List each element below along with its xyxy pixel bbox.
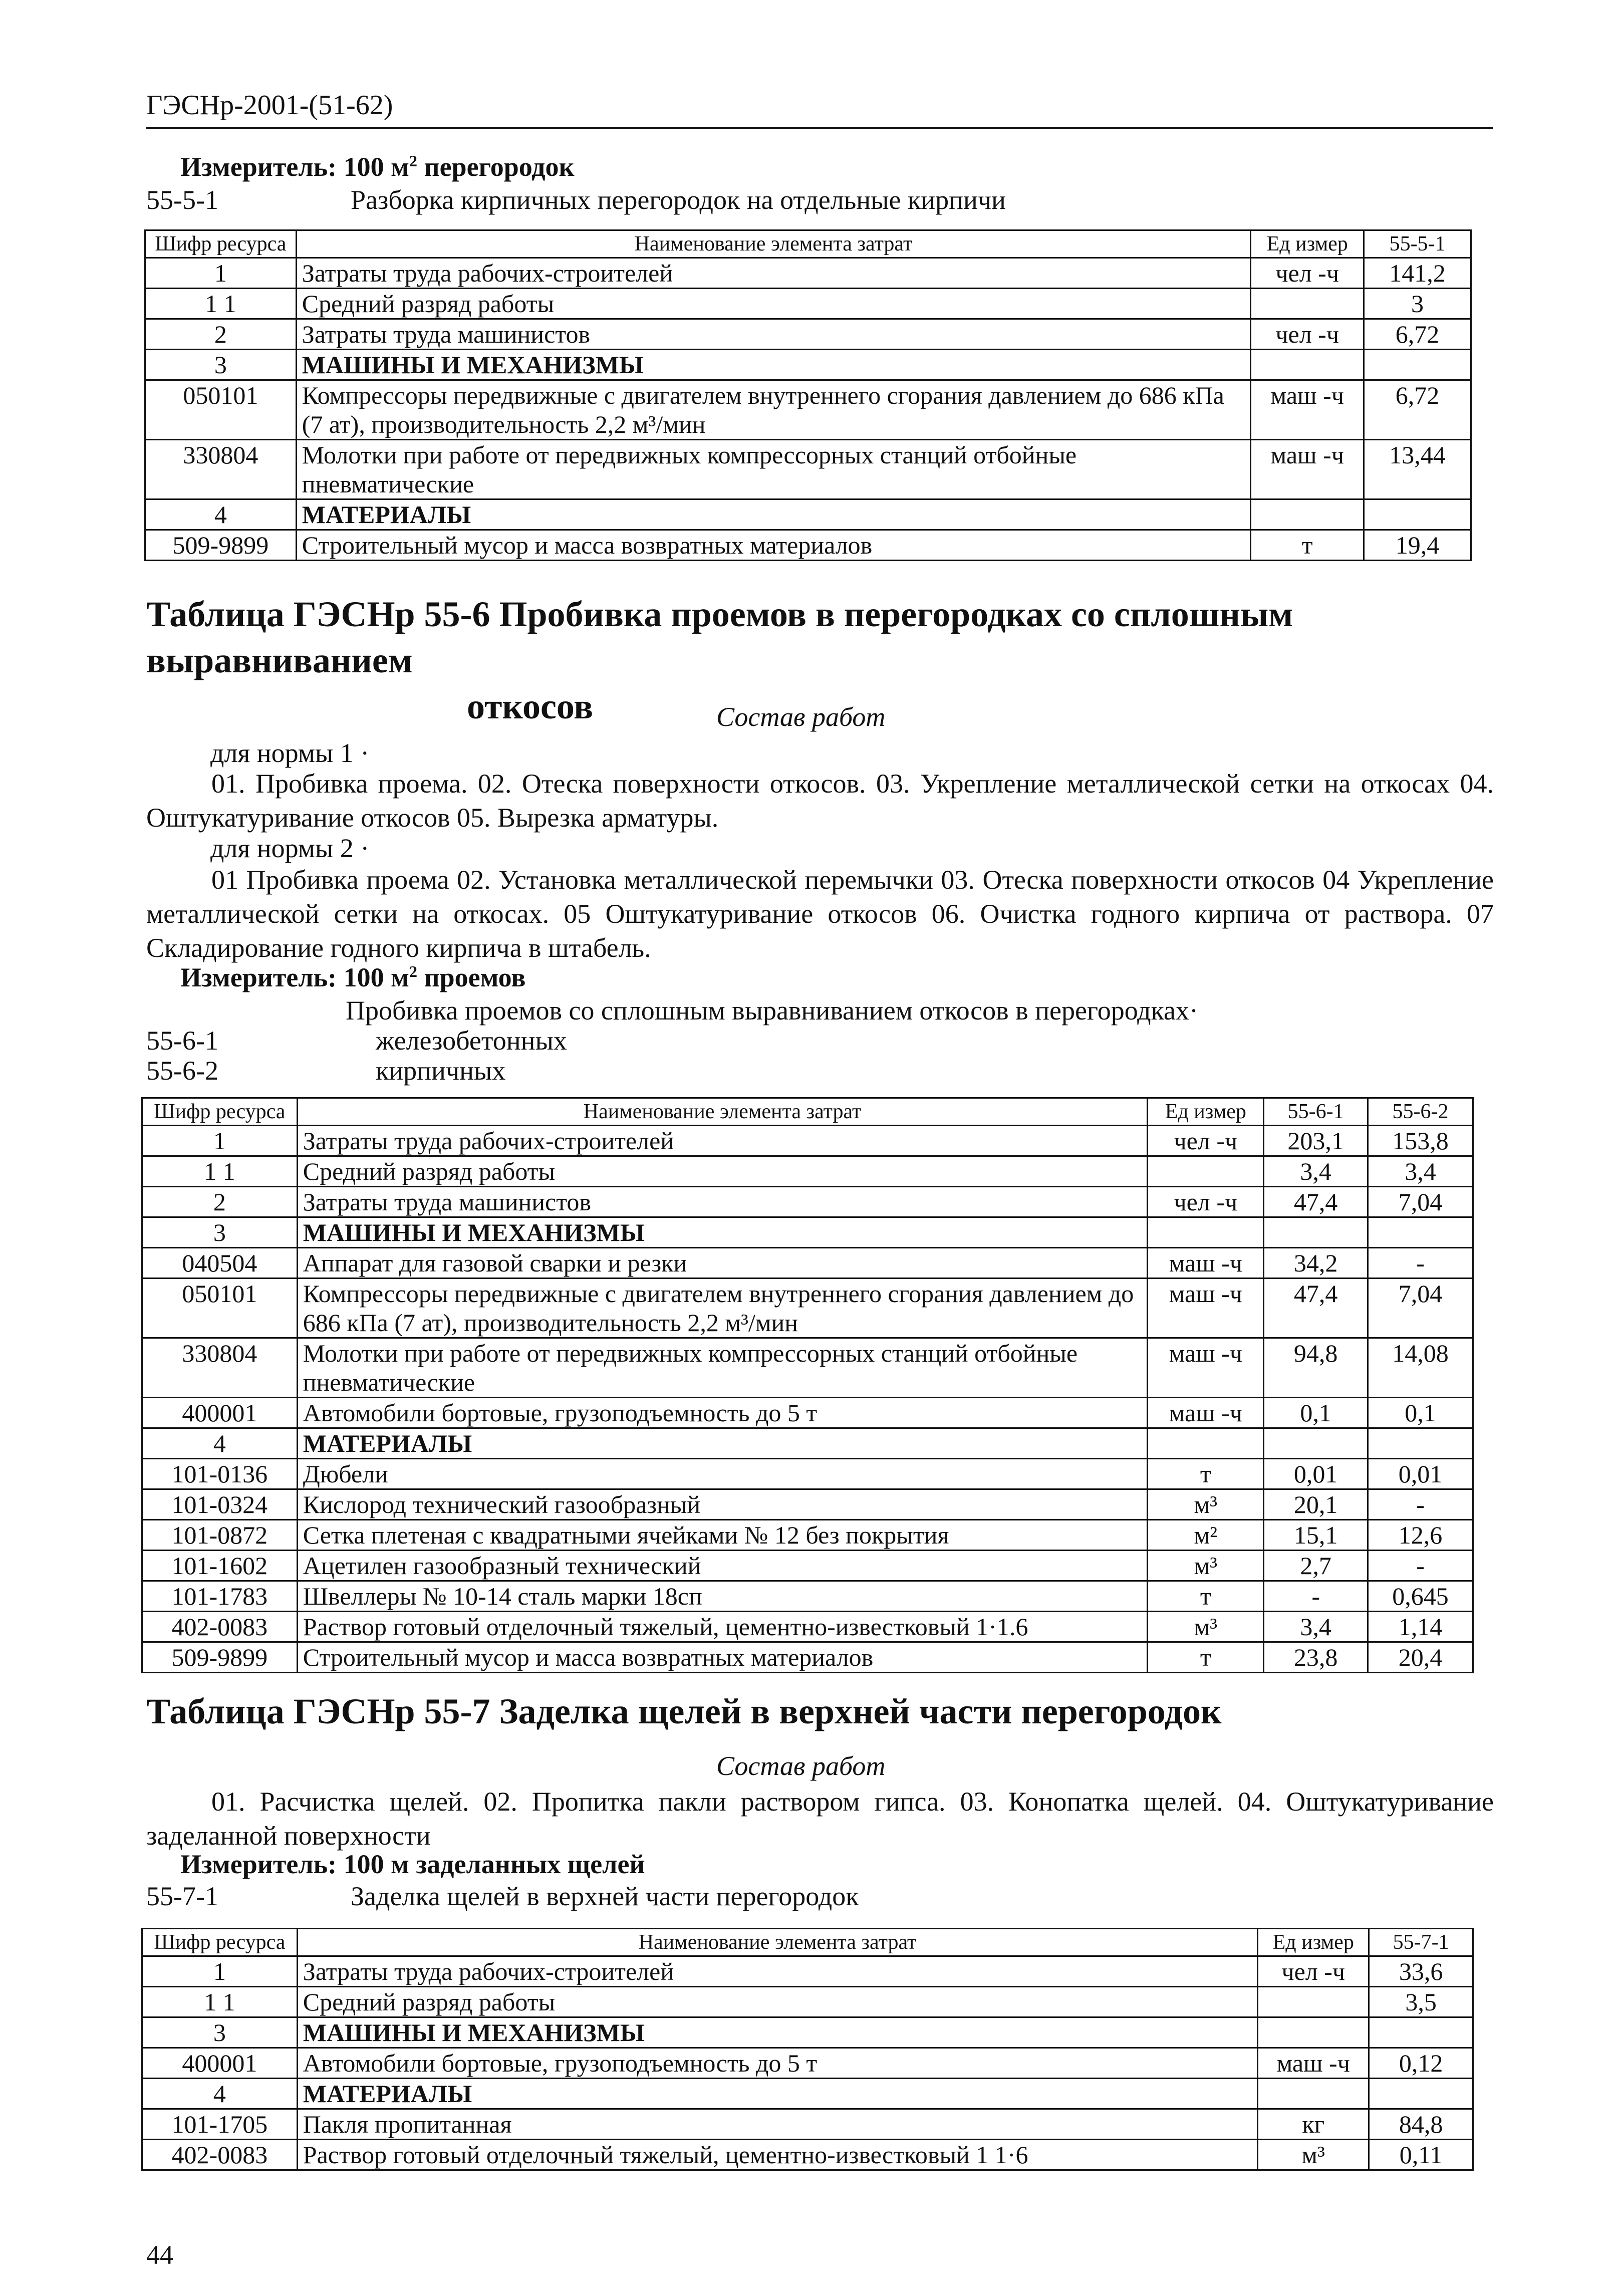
- measure-line-55-6: [180, 962, 525, 993]
- measure-unit: перегородок: [417, 152, 575, 182]
- resource-code-cell: 4: [142, 1428, 298, 1459]
- resource-code-cell: 1: [145, 258, 297, 289]
- resource-name-cell: Средний разряд работы: [297, 1156, 1148, 1187]
- resource-code-cell: 1: [142, 1126, 298, 1156]
- resource-name-cell: Аппарат для газовой сварки и резки: [297, 1248, 1148, 1279]
- value-cell: 203,1: [1264, 1126, 1368, 1156]
- column-header: Шифр ресурса: [142, 1098, 298, 1126]
- composition-heading: Состав работ: [716, 702, 886, 732]
- unit-cell: м²: [1148, 1520, 1264, 1551]
- table-row: [142, 1279, 1473, 1338]
- unit-cell: м³: [1148, 1612, 1264, 1642]
- composition-text: 01. Расчистка щелей. 02. Пропитка пакли раствором гипса. 03. Конопатка щелей. 04. Оштукатуривание заделанной поверхности: [146, 1787, 1494, 1851]
- column-header: Шифр ресурса: [142, 1929, 298, 1956]
- unit-cell: маш -ч: [1148, 1398, 1264, 1428]
- measure-sup: 2: [409, 962, 417, 980]
- value-cell: 153,8: [1368, 1126, 1473, 1156]
- resource-name-cell: Затраты труда рабочих-строителей: [297, 1956, 1258, 1987]
- value-cell: 47,4: [1264, 1279, 1368, 1338]
- table-row: [142, 2140, 1473, 2170]
- value-cell: 1,14: [1368, 1612, 1473, 1642]
- value-cell: 7,04: [1368, 1187, 1473, 1217]
- table-row: [145, 440, 1471, 499]
- measure-unit: проемов: [417, 962, 526, 992]
- table-row: [145, 380, 1471, 440]
- table-row: [142, 1338, 1473, 1398]
- table-header-row: [142, 1929, 1473, 1956]
- value-cell: 13,44: [1364, 440, 1471, 499]
- resource-code-cell: 402-0083: [142, 2140, 298, 2170]
- unit-cell: [1251, 499, 1364, 530]
- resource-name-cell: Затраты труда рабочих-строителей: [296, 258, 1251, 289]
- resource-name-cell: Автомобили бортовые, грузоподъемность до 5 т: [297, 1398, 1148, 1428]
- resource-code-cell: 3: [142, 1217, 298, 1248]
- unit-cell: [1251, 350, 1364, 380]
- measure-value: 100 м: [343, 152, 409, 182]
- measure-label: Измеритель:: [180, 962, 337, 992]
- resource-name-cell: Затраты труда машинистов: [297, 1187, 1148, 1217]
- table-row: [142, 1489, 1473, 1520]
- table-row: [145, 499, 1471, 530]
- resource-name-cell: Раствор готовый отделочный тяжелый, цементно-известковый 1 1·6: [297, 2140, 1258, 2170]
- unit-cell: чел -ч: [1148, 1126, 1264, 1156]
- table-row: [145, 319, 1471, 350]
- resource-code-cell: 101-0324: [142, 1489, 298, 1520]
- value-cell: [1264, 1217, 1368, 1248]
- norm1-label: для нормы 1 ·: [210, 738, 370, 768]
- value-cell: [1369, 2079, 1473, 2109]
- resource-name-cell: МАТЕРИАЛЫ: [296, 499, 1251, 530]
- resource-name-cell: Компрессоры передвижные с двигателем внутреннего сгорания давлением до 686 кПа (7 ат), производительность 2,2 м³/мин: [297, 1279, 1148, 1338]
- value-cell: 19,4: [1364, 530, 1471, 561]
- unit-cell: [1258, 2017, 1369, 2048]
- norm-code: 55-7-1: [146, 1881, 218, 1911]
- norm-intro: Пробивка проемов со сплошным выравниванием откосов в перегородках·: [346, 995, 1199, 1026]
- norm-code: 55-5-1: [146, 185, 218, 215]
- resource-code-cell: 1: [142, 1956, 298, 1987]
- table-row: [142, 2109, 1473, 2140]
- table-row: [142, 2048, 1473, 2079]
- unit-cell: маш -ч: [1258, 2048, 1369, 2079]
- table-header-row: [142, 1098, 1473, 1126]
- resource-code-cell: 101-0136: [142, 1459, 298, 1489]
- resource-code-cell: 101-1602: [142, 1551, 298, 1581]
- value-cell: 14,08: [1368, 1338, 1473, 1398]
- measure-label: Измеритель:: [180, 1849, 337, 1879]
- value-cell: 12,6: [1368, 1520, 1473, 1551]
- resource-code-cell: 3: [142, 2017, 298, 2048]
- resource-name-cell: Молотки при работе от передвижных компрессорных станций отбойные пневматические: [297, 1338, 1148, 1398]
- value-cell: 0,11: [1369, 2140, 1473, 2170]
- resource-code-cell: 4: [145, 499, 297, 530]
- table-row: [142, 1987, 1473, 2017]
- resource-table-55-5: [144, 229, 1472, 561]
- value-cell: [1368, 1217, 1473, 1248]
- norm-code: 55-6-1: [146, 1026, 218, 1056]
- norm2-label: для нормы 2 ·: [210, 833, 370, 863]
- header-divider: [146, 127, 1493, 129]
- value-cell: [1368, 1428, 1473, 1459]
- table-row: [142, 1156, 1473, 1187]
- resource-name-cell: Строительный мусор и масса возвратных материалов: [296, 530, 1251, 561]
- resource-code-cell: 1 1: [145, 289, 297, 319]
- norm1-text: 01. Пробивка проема. 02. Отеска поверхности откосов. 03. Укрепление металлической сетки на откосах 04. Оштукатуривание откосов 05. Вырезка арматуры.: [146, 769, 1494, 833]
- measure-value: 100 м заделанных щелей: [343, 1849, 645, 1879]
- value-cell: 6,72: [1364, 380, 1471, 440]
- table-row: [142, 1642, 1473, 1673]
- resource-code-cell: 400001: [142, 1398, 298, 1428]
- table-title-line: Таблица ГЭСНр 55-6 Пробивка проемов в перегородках со сплошным выравниванием: [146, 594, 1293, 680]
- column-header: 55-6-1: [1264, 1098, 1368, 1126]
- resource-code-cell: 330804: [142, 1338, 298, 1398]
- unit-cell: чел -ч: [1148, 1187, 1264, 1217]
- unit-cell: чел -ч: [1258, 1956, 1369, 1987]
- value-cell: 0,1: [1368, 1398, 1473, 1428]
- value-cell: 0,12: [1369, 2048, 1473, 2079]
- column-header: Ед измер: [1251, 230, 1364, 258]
- value-cell: 3: [1364, 289, 1471, 319]
- resource-table-55-6: [141, 1097, 1474, 1673]
- resource-name-cell: Строительный мусор и масса возвратных материалов: [297, 1642, 1148, 1673]
- resource-code-cell: 2: [142, 1187, 298, 1217]
- measure-value: 100 м: [343, 962, 409, 992]
- table-row: [142, 1398, 1473, 1428]
- column-header: 55-7-1: [1369, 1929, 1473, 1956]
- table-row: [142, 1187, 1473, 1217]
- value-cell: -: [1368, 1551, 1473, 1581]
- unit-cell: чел -ч: [1251, 319, 1364, 350]
- table-row: [142, 1956, 1473, 1987]
- value-cell: 3,4: [1368, 1156, 1473, 1187]
- resource-name-cell: МАТЕРИАЛЫ: [297, 1428, 1148, 1459]
- resource-name-cell: Затраты труда рабочих-строителей: [297, 1126, 1148, 1156]
- value-cell: [1364, 499, 1471, 530]
- table-row: [142, 1428, 1473, 1459]
- value-cell: 141,2: [1364, 258, 1471, 289]
- unit-cell: маш -ч: [1251, 380, 1364, 440]
- column-header: Наименование элемента затрат: [297, 1929, 1258, 1956]
- unit-cell: т: [1148, 1642, 1264, 1673]
- column-header: Ед измер: [1148, 1098, 1264, 1126]
- norm-code-label: кирпичных: [376, 1056, 506, 1086]
- resource-code-cell: 101-1783: [142, 1581, 298, 1612]
- table-row: [145, 258, 1471, 289]
- norm-code-label: железобетонных: [376, 1026, 567, 1056]
- table-row: [142, 1520, 1473, 1551]
- value-cell: 23,8: [1264, 1642, 1368, 1673]
- norm-code: 55-6-2: [146, 1056, 218, 1086]
- resource-name-cell: Пакля пропитанная: [297, 2109, 1258, 2140]
- resource-code-cell: 101-1705: [142, 2109, 298, 2140]
- value-cell: 47,4: [1264, 1187, 1368, 1217]
- value-cell: 3,5: [1369, 1987, 1473, 2017]
- value-cell: 0,645: [1368, 1581, 1473, 1612]
- table-title-55-7: Таблица ГЭСНр 55-7 Заделка щелей в верхней части перегородок: [146, 1691, 1222, 1731]
- resource-name-cell: Сетка плетеная с квадратными ячейками № 12 без покрытия: [297, 1520, 1148, 1551]
- unit-cell: чел -ч: [1251, 258, 1364, 289]
- value-cell: 0,01: [1368, 1459, 1473, 1489]
- measure-label: Измеритель:: [180, 152, 337, 182]
- resource-code-cell: 402-0083: [142, 1612, 298, 1642]
- unit-cell: т: [1251, 530, 1364, 561]
- resource-code-cell: 050101: [145, 380, 297, 440]
- unit-cell: маш -ч: [1148, 1279, 1264, 1338]
- measure-line-55-5: [180, 151, 575, 182]
- table-row: [142, 1459, 1473, 1489]
- resource-name-cell: МАШИНЫ И МЕХАНИЗМЫ: [297, 1217, 1148, 1248]
- resource-name-cell: Компрессоры передвижные с двигателем внутреннего сгорания давлением до 686 кПа (7 ат), производительность 2,2 м³/мин: [296, 380, 1251, 440]
- unit-cell: [1251, 289, 1364, 319]
- value-cell: 15,1: [1264, 1520, 1368, 1551]
- resource-code-cell: 101-0872: [142, 1520, 298, 1551]
- resource-code-cell: 3: [145, 350, 297, 380]
- table-row: [142, 1581, 1473, 1612]
- table-row: [142, 1217, 1473, 1248]
- column-header: 55-6-2: [1368, 1098, 1473, 1126]
- unit-cell: м³: [1148, 1551, 1264, 1581]
- resource-code-cell: 1 1: [142, 1987, 298, 2017]
- resource-name-cell: Раствор готовый отделочный тяжелый, цементно-известковый 1·1.6: [297, 1612, 1148, 1642]
- value-cell: [1264, 1428, 1368, 1459]
- resource-code-cell: 2: [145, 319, 297, 350]
- measure-line-55-7: [180, 1849, 645, 1880]
- measure-sup: 2: [409, 152, 417, 170]
- resource-name-cell: Ацетилен газообразный технический: [297, 1551, 1148, 1581]
- resource-name-cell: МАШИНЫ И МЕХАНИЗМЫ: [296, 350, 1251, 380]
- resource-name-cell: Кислород технический газообразный: [297, 1489, 1148, 1520]
- unit-cell: [1258, 1987, 1369, 2017]
- resource-code-cell: 040504: [142, 1248, 298, 1279]
- unit-cell: [1148, 1156, 1264, 1187]
- document-header: ГЭСНр-2001-(51-62): [146, 90, 393, 121]
- table-row: [142, 1612, 1473, 1642]
- resource-name-cell: Дюбели: [297, 1459, 1148, 1489]
- unit-cell: маш -ч: [1148, 1248, 1264, 1279]
- value-cell: 6,72: [1364, 319, 1471, 350]
- resource-name-cell: МАТЕРИАЛЫ: [297, 2079, 1258, 2109]
- table-row: [145, 350, 1471, 380]
- resource-code-cell: 509-9899: [142, 1642, 298, 1673]
- value-cell: 20,4: [1368, 1642, 1473, 1673]
- resource-code-cell: 400001: [142, 2048, 298, 2079]
- resource-name-cell: Средний разряд работы: [297, 1987, 1258, 2017]
- table-header-row: [145, 230, 1471, 258]
- value-cell: [1369, 2017, 1473, 2048]
- resource-code-cell: 4: [142, 2079, 298, 2109]
- resource-name-cell: Автомобили бортовые, грузоподъемность до 5 т: [297, 2048, 1258, 2079]
- unit-cell: т: [1148, 1459, 1264, 1489]
- value-cell: 3,4: [1264, 1156, 1368, 1187]
- column-header: Ед измер: [1258, 1929, 1369, 1956]
- table-row: [142, 1126, 1473, 1156]
- column-header: Шифр ресурса: [145, 230, 297, 258]
- composition-heading: Состав работ: [716, 1751, 886, 1781]
- value-cell: 2,7: [1264, 1551, 1368, 1581]
- value-cell: 0,01: [1264, 1459, 1368, 1489]
- table-row: [142, 2079, 1473, 2109]
- value-cell: 3,4: [1264, 1612, 1368, 1642]
- table-row: [145, 530, 1471, 561]
- page-number: 44: [146, 2240, 173, 2270]
- value-cell: [1364, 350, 1471, 380]
- value-cell: -: [1368, 1489, 1473, 1520]
- value-cell: 7,04: [1368, 1279, 1473, 1338]
- resource-name-cell: МАШИНЫ И МЕХАНИЗМЫ: [297, 2017, 1258, 2048]
- resource-name-cell: Молотки при работе от передвижных компрессорных станций отбойные пневматические: [296, 440, 1251, 499]
- table-row: [142, 1551, 1473, 1581]
- value-cell: -: [1368, 1248, 1473, 1279]
- resource-table-55-7: [141, 1928, 1474, 2171]
- value-cell: 34,2: [1264, 1248, 1368, 1279]
- resource-code-cell: 509-9899: [145, 530, 297, 561]
- value-cell: 0,1: [1264, 1398, 1368, 1428]
- table-row: [142, 1248, 1473, 1279]
- value-cell: 20,1: [1264, 1489, 1368, 1520]
- table-title-line: откосов: [467, 686, 593, 726]
- column-header: Наименование элемента затрат: [296, 230, 1251, 258]
- table-row: [145, 289, 1471, 319]
- resource-code-cell: 330804: [145, 440, 297, 499]
- resource-code-cell: 050101: [142, 1279, 298, 1338]
- unit-cell: кг: [1258, 2109, 1369, 2140]
- unit-cell: [1148, 1217, 1264, 1248]
- table-row: [142, 2017, 1473, 2048]
- unit-cell: т: [1148, 1581, 1264, 1612]
- value-cell: 33,6: [1369, 1956, 1473, 1987]
- value-cell: -: [1264, 1581, 1368, 1612]
- column-header: Наименование элемента затрат: [297, 1098, 1148, 1126]
- unit-cell: маш -ч: [1148, 1338, 1264, 1398]
- resource-name-cell: Швеллеры № 10-14 сталь марки 18сп: [297, 1581, 1148, 1612]
- unit-cell: [1148, 1428, 1264, 1459]
- resource-code-cell: 1 1: [142, 1156, 298, 1187]
- column-header: 55-5-1: [1364, 230, 1471, 258]
- norm-title: Разборка кирпичных перегородок на отдельные кирпичи: [351, 185, 1006, 215]
- resource-name-cell: Затраты труда машинистов: [296, 319, 1251, 350]
- value-cell: 84,8: [1369, 2109, 1473, 2140]
- unit-cell: м³: [1258, 2140, 1369, 2170]
- unit-cell: маш -ч: [1251, 440, 1364, 499]
- norm2-text: 01 Пробивка проема 02. Установка металлической перемычки 03. Отеска поверхности откосов 04 Укрепление металлической сетки на откосах. 05 Оштукатуривание откосов 06. Очистка годного кирпича от раствора. 07 Складирование годного кирпича в штабель.: [146, 865, 1494, 963]
- value-cell: 94,8: [1264, 1338, 1368, 1398]
- unit-cell: [1258, 2079, 1369, 2109]
- norm-title: Заделка щелей в верхней части перегородок: [351, 1881, 859, 1911]
- resource-name-cell: Средний разряд работы: [296, 289, 1251, 319]
- unit-cell: м³: [1148, 1489, 1264, 1520]
